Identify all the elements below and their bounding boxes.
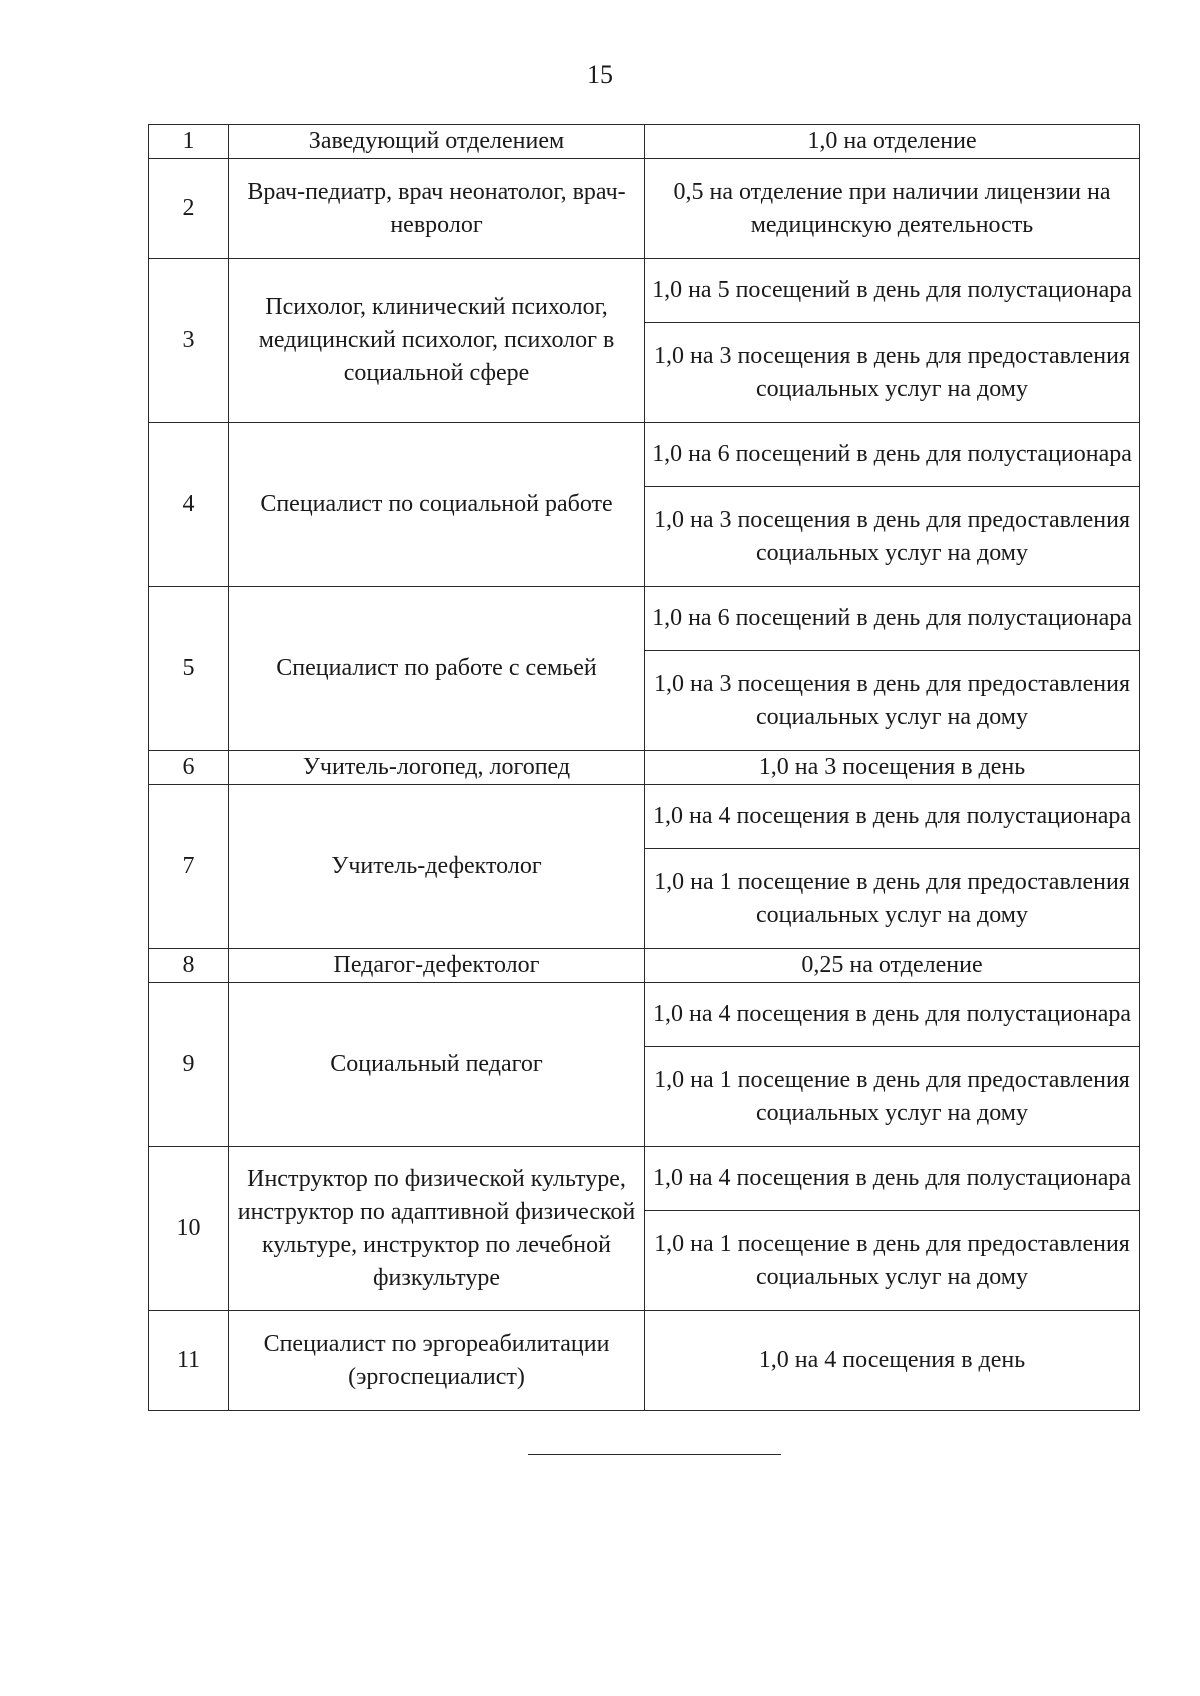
table-row (149, 1311, 1140, 1411)
table-row (149, 423, 1140, 487)
position-title: Специалист по эргореабилитации (эргоспециалист) (229, 1311, 645, 1411)
staffing-norm: 1,0 на 6 посещений в день для полустационара (645, 587, 1140, 651)
position-title: Врач-педиатр, врач неонатолог, врач-невролог (229, 159, 645, 259)
position-title: Социальный педагог (229, 983, 645, 1147)
end-of-document-rule (528, 1454, 781, 1455)
staffing-norm: 1,0 на отделение (645, 125, 1140, 159)
staffing-norm: 1,0 на 4 посещения в день для полустационара (645, 983, 1140, 1047)
staffing-norm: 1,0 на 1 посещение в день для предоставления социальных услуг на дому (645, 1047, 1140, 1147)
staffing-norm: 1,0 на 4 посещения в день (645, 1311, 1140, 1411)
row-number: 1 (149, 125, 229, 159)
staffing-norm: 1,0 на 3 посещения в день (645, 751, 1140, 785)
page-number: 15 (587, 60, 613, 89)
row-number: 4 (149, 423, 229, 587)
position-title: Специалист по социальной работе (229, 423, 645, 587)
row-number: 8 (149, 949, 229, 983)
row-number: 6 (149, 751, 229, 785)
row-number: 7 (149, 785, 229, 949)
staffing-norm: 1,0 на 4 посещения в день для полустационара (645, 785, 1140, 849)
table-row (149, 159, 1140, 259)
table-row (149, 983, 1140, 1047)
row-number: 10 (149, 1147, 229, 1311)
table-row (149, 751, 1140, 785)
row-number: 2 (149, 159, 229, 259)
table-row (149, 785, 1140, 849)
position-title: Инструктор по физической культуре, инструктор по адаптивной физической культуре, инструктор по лечебной физкультуре (229, 1147, 645, 1311)
row-number: 9 (149, 983, 229, 1147)
table-row (149, 259, 1140, 323)
staffing-norm: 1,0 на 6 посещений в день для полустационара (645, 423, 1140, 487)
staffing-norm: 1,0 на 1 посещение в день для предоставления социальных услуг на дому (645, 849, 1140, 949)
staffing-norm: 1,0 на 1 посещение в день для предоставления социальных услуг на дому (645, 1211, 1140, 1311)
staffing-norm: 1,0 на 3 посещения в день для предоставления социальных услуг на дому (645, 323, 1140, 423)
position-title: Заведующий отделением (229, 125, 645, 159)
table-row (149, 949, 1140, 983)
staffing-norm: 1,0 на 5 посещений в день для полустационара (645, 259, 1140, 323)
position-title: Учитель-дефектолог (229, 785, 645, 949)
row-number: 11 (149, 1311, 229, 1411)
position-title: Специалист по работе с семьей (229, 587, 645, 751)
row-number: 3 (149, 259, 229, 423)
table-row (149, 1147, 1140, 1211)
staffing-norm: 0,25 на отделение (645, 949, 1140, 983)
staffing-norm: 1,0 на 4 посещения в день для полустационара (645, 1147, 1140, 1211)
table-row (149, 125, 1140, 159)
staffing-norms-table (148, 124, 1140, 1411)
position-title: Учитель-логопед, логопед (229, 751, 645, 785)
staffing-norm: 1,0 на 3 посещения в день для предоставления социальных услуг на дому (645, 651, 1140, 751)
table-row (149, 587, 1140, 651)
staffing-norm: 1,0 на 3 посещения в день для предоставления социальных услуг на дому (645, 487, 1140, 587)
staffing-norm: 0,5 на отделение при наличии лицензии на медицинскую деятельность (645, 159, 1140, 259)
position-title: Психолог, клинический психолог, медицинский психолог, психолог в социальной сфере (229, 259, 645, 423)
position-title: Педагог-дефектолог (229, 949, 645, 983)
row-number: 5 (149, 587, 229, 751)
